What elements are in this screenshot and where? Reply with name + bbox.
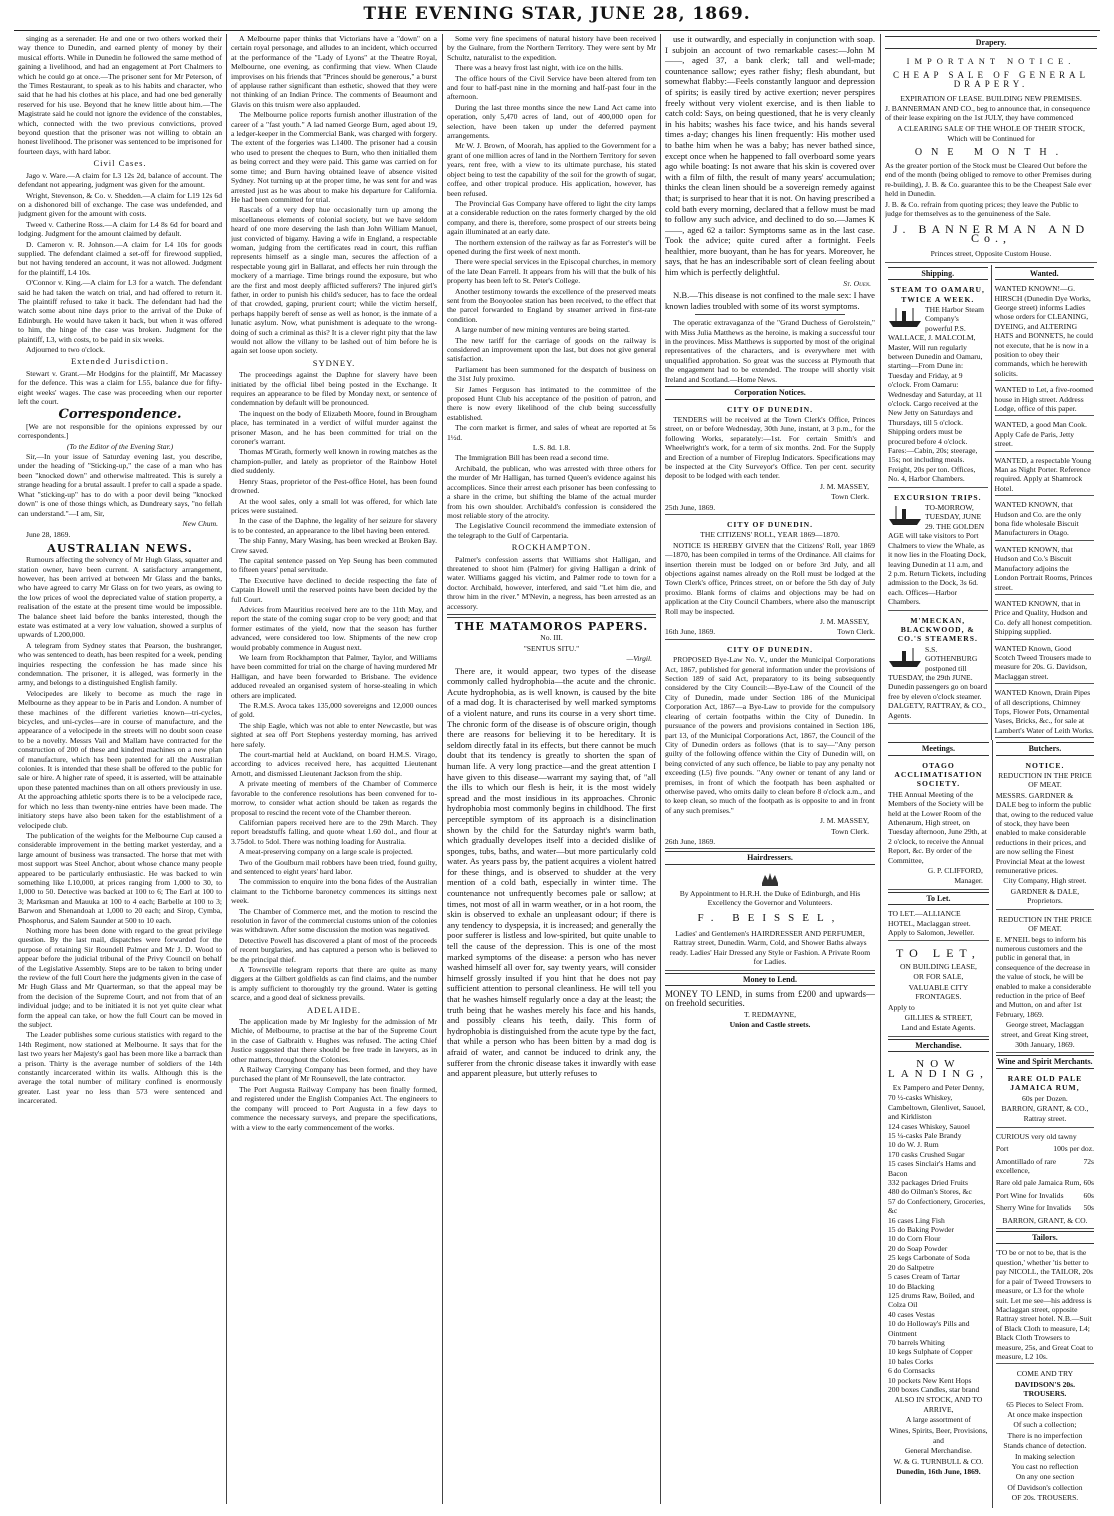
section-heading: Extended Jurisdiction. bbox=[70, 356, 169, 367]
news-paragraph: In the case of the Daphne, the legality of her seizure for slavery is to be contested, an appearance to the libel having been entered. bbox=[231, 516, 437, 535]
tailor-ad: 'TO be or not to be, that is the question,' whether 'tis better to pay NICOLL, the TAILOR, 20s for a pair of Tweed Trowsers to measure, or L3 for the whole suit. Let me see—his address is Maclaggan street, opposite Rattray street hotel. N.B.—Suit of Black Cloth to measure, L4; Black Cloth Trowsers to measure, 25s, and Great Coat to measure, L2 10s. bbox=[996, 1246, 1094, 1364]
classified-heading: Wine and Spirit Merchants. bbox=[996, 1055, 1094, 1068]
news-paragraph: The Melbourne police reports furnish another illustration of the career of a "fast youth." A lad named George Burn, aged about 19, a ledger-keeper in the Commercial Bank, was charged with forgery. The extent of the forgeries was L1400. The prisoner had a cousin who used to present the cheques to Burn, who then initialled them as being correct and they were paid. This game was carried on for some time; and Burn having obtained leave of absence visited Sydney. Not turning up at the proper time, he was sent for and was arrested just as he was about to make his departure for California. He had been committed for trial. bbox=[231, 110, 437, 204]
corporation-notice-ad bbox=[665, 517, 875, 640]
drapery-ad bbox=[885, 51, 1097, 262]
classified-heading: To Let. bbox=[888, 892, 989, 905]
news-paragraph: Velocipedes are likely to become as much the rage in Melbourne as they appear to be in Paris and London. A number of these machines of the different varieties known—tri-cycles, bicycles, and uni-cycles—are in course of manufacture, and the appearance of a velocipede in the streets will no doubt soon cease to be a novelty. Messrs Vail and Mallam have contracted for the construction of 200 of these and kindred machines on a new plan of manufacture, which has been patented for all the Australian colonies. It is intended that these shall be offered to the public for sale or hire. A higher rate of speed, it is asserted, will be attainable upon these patented machines than on all others previously in use. At the approaching athletic sports there is to be a velocipede race, for which no less than twenty-nine entries have been made. The initiatory steps have also been taken for the establishment of a velocipede club. bbox=[18, 688, 222, 830]
divider bbox=[695, 314, 845, 315]
goods-item: 124 cases Whiskey, Sauoel bbox=[888, 1121, 971, 1131]
case-paragraph: D. Cameron v. R. Johnson.—A claim for L4 10s for goods supplied. The defendant claimed a set-off for firewood supplied, but not having tendered an account, it was not allowed. Judgment for the plaintiff, L4 10s. bbox=[18, 239, 222, 277]
news-paragraph: A Railway Carrying Company has been formed, and they have purchased the plant of Mr Rounsevell, the late contractor. bbox=[231, 1065, 437, 1084]
article-motto: "SENTUS SITU." bbox=[523, 643, 580, 653]
goods-item: 57 do Confectionery, Groceries, &c bbox=[888, 1196, 986, 1216]
ad-line: ON BUILDING LEASE, bbox=[899, 961, 977, 971]
news-paragraph: The northern extension of the railway as far as Forrester's will be opened during the first week of next month. bbox=[447, 237, 656, 256]
case-paragraph: Adjourned to two o'clock. bbox=[26, 345, 105, 354]
column-rule bbox=[226, 34, 227, 1504]
ad-date: Dunedin, 16th June, 1869. bbox=[896, 1467, 981, 1477]
ad-line: You cast no reflection bbox=[1011, 1462, 1079, 1471]
column-rule bbox=[880, 34, 881, 1504]
price-value: 100s per doz. bbox=[1053, 1144, 1094, 1154]
goods-item: 70 barrels Whiting bbox=[888, 1337, 945, 1347]
ad-signature: W. & G. TURNBULL & CO. bbox=[893, 1456, 984, 1466]
news-paragraph: The R.M.S. Avoca takes 135,000 sovereigns and 12,000 ounces of gold. bbox=[231, 701, 437, 720]
ad-date: 26th June, 1869. bbox=[665, 836, 716, 846]
wanted-ad: WANTED KNOWN, that Hudson and Co. are the only bona fide wholesale Biscuit Manufacturers in Otago. bbox=[995, 498, 1095, 541]
news-paragraph: A Melbourne paper thinks that Victorians have a "down" on a certain royal personage, and alludes to an incident, which occurred at the performance of the "Lady of Lyons" at the Theatre Royal, Melbourne, one evening, as confirming that view. When Claude improvises on his friends that "Princes should be generous," a burst of applause rather significant than esthetic, showed that they were not thinking of an Indian Prince. The comments of Beaumont and Glavis on this truism were also applauded. bbox=[231, 34, 437, 109]
goods-item: 10 do Blacking bbox=[888, 1281, 935, 1291]
ad-body: TENDERS will be received at the Town Clerk's Office, Princes street, on or before Wednesday, 30th June, instant, at 3 p.m., for the following Works, separately:—1st. For certain Smith's and Wheelwright's work, for a term of six months. 2nd. For the Supply and Erection of a number of Fireplug Indicators. Specifications may be inspected at the City Surveyor's Office. Ten per cent. security deposit to be lodged with each tender. bbox=[665, 414, 875, 481]
ad-body: As the greater portion of the Stock must be Cleared Out before the end of the month (being obliged to remove to other Premises during re-building), J. B. & Co. guarantee this to be the Cheapest Sale ever held in Dunedin. bbox=[885, 161, 1092, 199]
masthead: THE EVENING STAR, JUNE 28, 1869. bbox=[363, 4, 751, 24]
ad-subtitle: EXPIRATION OF LEASE. BUILDING NEW PREMISES. bbox=[900, 93, 1082, 103]
goods-item: 20 do Soap Powder bbox=[888, 1243, 948, 1253]
news-paragraph: During the last three months since the new Land Act came into operation, only 5,470 acres of land, out of 400,000 open for selection, have been taken up under the deferred payment arrangements. bbox=[447, 102, 656, 141]
news-paragraph: The Immigration Bill has been read a second time. bbox=[455, 453, 609, 463]
money-lending-ad bbox=[665, 988, 875, 1033]
ad-line: Wines, Spirits, Beer, Provisions, bbox=[889, 1425, 988, 1435]
wanted-ad: WANTED, a respectable Young Man as Night Porter. Reference required. Apply at Shamrock Hotel. bbox=[995, 454, 1095, 497]
motto-attribution: —Virgil. bbox=[626, 654, 652, 664]
masthead-rule bbox=[14, 30, 1100, 31]
ad-title: OTAGO ACCLIMATISATION SOCIETY. bbox=[894, 760, 983, 789]
news-paragraph: The Chamber of Commerce met, and the motion to rescind the resolution in favor of the commercial customs union of the colonies was withdrawn. After some discussion the motion was negatived. bbox=[231, 906, 437, 935]
ad-line: Apply to bbox=[888, 1002, 915, 1012]
news-paragraph: Another testimony towards the excellence of the preserved meats sent from the Booyoolee station has been received, to the effect that the parcel forwarded to England by steamer arrived in first-rate condition. bbox=[447, 286, 656, 324]
ad-subtitle: REDUCTION IN THE PRICE OF MEAT. bbox=[998, 914, 1092, 934]
shipping-column bbox=[885, 265, 992, 740]
goods-item: 10 do Corn Flour bbox=[888, 1234, 941, 1244]
news-paragraph: The new tariff for the carriage of goods on the railway is considered an improvement upon the last, but does not give general satisfaction. bbox=[447, 335, 656, 364]
ad-line: OF 20s. TROUSERS. bbox=[1011, 1493, 1079, 1503]
news-paragraph: The Leader publishes some curious statistics with regard to the 14th Regiment, now stationed at Melbourne. It says that for the last two years her Majesty's gaol has been more like a barrack than a prison. Thirty is the average number of soldiers of the 14th constantly incarcerated within its walls. Although this is the average the total number of military confined is enormously greater. Last year no less than 573 were sentenced and incarcerated. bbox=[18, 1030, 222, 1106]
price-row bbox=[996, 1203, 1094, 1212]
editorial-note: [We are not responsible for the opinions expressed by our correspondents.] bbox=[18, 421, 222, 441]
ad-subtitle: ALSO IN STOCK, AND TO ARRIVE, bbox=[894, 1395, 983, 1414]
news-paragraph: A telegram from Sydney states that Pearson, the bushranger, who was sentenced to death, has been respited for a week, pending inquiries respecting the confession he has made since his condemnation. The prisoner, it is alleged, was formerly in the army, and belongs to a distinguished English family. bbox=[18, 640, 222, 688]
column-rule bbox=[442, 34, 443, 1504]
ad-body: MESSRS. GARDNER & DALE beg to inform the public that, owing to the reduced value of stock, they have been enabled to make considerable reductions in their prices, and are now selling the Finest Provincial Meat at the lowest remunerative prices. bbox=[995, 790, 1094, 876]
ad-line: On any one section bbox=[1015, 1472, 1075, 1482]
ad-title: NOW LANDING, bbox=[888, 1058, 989, 1080]
column-2 bbox=[231, 34, 437, 1510]
ad-title: CURIOUS very old tawny bbox=[995, 1131, 1077, 1141]
price-value: 72s bbox=[1083, 1156, 1094, 1166]
goods-item: 10 do W. J. Rum bbox=[888, 1140, 939, 1150]
news-paragraph: Thomas M'Grath, formerly well known in rowing matches as the champion-puller, and lately as proprietor of the Rainbow Hotel died suddenly. bbox=[231, 447, 437, 476]
ad-signature: G. P. CLIFFORD, bbox=[927, 866, 983, 876]
ad-body: PROPOSED Bye-Law No. V., under the Municipal Corporations Act, 1867, published for general information under the provisions of Section 189 of said Act, preparatory to its being subsequently considered by the City Council:—Bye-Law of the Council of the City of Dunedin, made under Section 186 of the Municipal Corporation Act, 1867—a Bye-Law to provide for the compulsory clearing of certain footpaths within the City of Dunedin. In pursuance of the powers and provisions contained in Section 186, part 13, of the Municipal Corporations Act, 1867, the Council of the City of Dunedin orders as follows (that is to say—"Any person guilty of the following offence within the City of Dunedin will, on being convicted of any such offence, be liable to pay any penalty not exceeding (L5) five pounds. "Any owner or tenant of any land or premises, in front of which the footpath has been asphalted or otherwise paved, who omits daily to clean before 8 o'clock a.m., and to keep clean, so much of the footpath as is opposite to and in front of any such premises." bbox=[665, 655, 875, 815]
section-heading: Civil Cases. bbox=[93, 158, 147, 169]
news-paragraph: The ship Eagle, which was not able to enter Newcastle, but was sighted at sea off Port Stephens yesterday morning, has arrived here safely. bbox=[231, 720, 437, 749]
ad-line: VALUABLE CITY FRONTAGES. bbox=[908, 982, 969, 1002]
news-paragraph: There was a heavy frost last night, with ice on the hills. bbox=[455, 63, 624, 73]
classified-heading: Butchers. bbox=[996, 742, 1094, 755]
merchandise-ad bbox=[888, 1054, 989, 1479]
news-paragraph: The inquest on the body of Elizabeth Moore, found in Brougham place, has terminated in a verdict of wilful murder against the prisoner Mason, and he has been committed for trial on the coroner's warrant. bbox=[231, 408, 437, 447]
ad-role: Manager. bbox=[954, 876, 983, 886]
news-paragraph: The publication of the weights for the Melbourne Cup caused a considerable improvement in the betting market yesterday, and a large amount of business was transacted. The horse that met with most support was Steel Anchor, about whose chance many people appeared to be particularly enthusiastic. He was backed to win something like L10,000, at prices ranging from 1,000 to 30, to 1,000 to 50. Detective was backed at 100 to 6; The Earl at 100 to 3; Marksman and Mauuka at 100 to 4 each; Barbelle at 100 to 3; Barwon and Shenandoah at 1,000 to 20 each; and Sirop, Cymba, Phosphorus, and Salem Saunder at 500 to 10 each. bbox=[18, 830, 222, 925]
news-paragraph: Detective Powell has discovered a plant of most of the proceeds of recent burglaries, and has captured a person who is believed to be the principal thief. bbox=[231, 935, 437, 964]
ad-title: CITY OF DUNEDIN. bbox=[726, 519, 814, 529]
news-paragraph: A meat-preserving company on a large scale is projected. bbox=[239, 847, 413, 857]
goods-item: 70 ½-casks Whiskey, Cambeltown, Glenlivet, Sauoel, and Kirkliston bbox=[888, 1093, 986, 1122]
ad-address: Union and Castle streets. bbox=[729, 1020, 811, 1030]
ad-company-name: J. BANNERMAN AND Co., bbox=[892, 221, 1090, 245]
ad-title: ONE MONTH. bbox=[914, 146, 1068, 158]
goods-item: 15 ¼-casks Pale Brandy bbox=[888, 1131, 962, 1140]
article-title: THE MATAMOROS PAPERS. bbox=[454, 619, 649, 633]
goods-item: 125 drums Raw, Boiled, and Colza Oil bbox=[888, 1290, 975, 1310]
ad-body: THE Harbor Steam Company's powerful P.S. WALLACE, J. MALCOLM, Master, Will run regularly between Dunedin and Oamaru, starting—From Dune in: Tuesday and Friday, at 9 o'clock. From Oamaru: Wednesday and Saturday, at 11 o'clock. Cargo received at the New Jetty on Saturdays and Thursdays, till 5 o'clock. Shipping orders must be procured before 4 o'clock. Fares:—Cabin, 20s; steerage, 15s; not including meals. Freight, 20s per ton. Offices, No. 4, Harbor Chambers. bbox=[888, 304, 985, 484]
meetings-butchers-block bbox=[885, 740, 1097, 1507]
price-item: Port Wine for Invalids bbox=[995, 1190, 1064, 1200]
price-row bbox=[996, 1144, 1094, 1153]
ad-body: MONEY TO LEND, in sums from £200 and upwards—on freehold securities. bbox=[665, 989, 875, 1009]
price-row bbox=[996, 1191, 1094, 1200]
news-paragraph: The ship Fanny, Mary Wasing, has been wrecked at Broken Bay. Crew saved. bbox=[231, 536, 437, 555]
ad-title: IMPORTANT NOTICE. bbox=[906, 56, 1076, 67]
news-paragraph: Sir James Ferguson has intimated to the committee of the proposed Hunt Club his acceptance of the position of patron, and there is now every likelihood of the club being successfully established. bbox=[447, 384, 656, 422]
ad-body: Which will be Continued for bbox=[947, 134, 1035, 144]
news-paragraph: Californian papers received here are to the 29th March. They report breadstuffs falling, and quote wheat 1.60 dol., and flour at 3.75dol. to 5dol. There was nothing loading for Australia. bbox=[231, 817, 437, 846]
ad-signature: J. M. MASSEY, bbox=[819, 617, 869, 627]
ad-line: At once make inspection bbox=[1007, 1409, 1083, 1419]
classified-heading: Hairdressers. bbox=[665, 851, 875, 864]
news-paragraph: Rascals of a very deep hue occasionally turn up among the miscellaneous elements of colonial society, but we have seldom heard of one more deserving the lash than John William Manuel, just convicted of bigamy. Having a wife in England, a respectable woman, judging from the certificates read in court, this ruffian represents himself as a single man, secures the affection of a respectable young girl in Ballarat, and effects her ruin through the mockery of a marriage. Time brings round the exposure, but who are the first and most deeply afflicted sufferers? The injured girl's father, in order to punish his child's seducer, has to face the ordeal of that crowded, gaping, prurient court; while the victim herself, perhaps happily bereft of sense as well as honor, is the inmate of a lunatic asylum. Now, what punishment is adequate to the wrong-doing of such a criminal as this? It is a clever right pity that the law would not allow the villany to be lashed out of him before he is again set loose upon society. bbox=[231, 205, 437, 356]
tailor-ad bbox=[996, 1366, 1094, 1505]
ad-title: DAVIDSON'S 20s. TROUSERS. bbox=[1014, 1379, 1076, 1399]
steamship-icon bbox=[888, 306, 922, 328]
price-value: 50s bbox=[1083, 1203, 1094, 1213]
news-paragraph: The operatic extravaganza of the "Grand Duchess of Gerolstein," with Miss Julia Matthews as the heroine, is making a successful tour in the provinces. Miss Matthews is supported by most of the original representatives of the characters, and is everywhere met with unqualified approbation. So great was the success at Plymouth that the engagement had to be extended. The troupe will shortly visit Ireland and Scotland.—Home News. bbox=[665, 318, 875, 384]
news-paragraph: There were special services in the Episcopal churches, in memory of the late Dean Farrell. It appears from his will that the bulk of his property has been left to St. Peter's College. bbox=[447, 257, 656, 286]
ad-body: J. BANNERMAN AND CO., beg to announce that, in consequence of their lease expiring on the 1st JULY, they have commenced bbox=[885, 104, 1091, 123]
steamship-icon bbox=[888, 504, 922, 526]
ad-line: Stands chance of detection. bbox=[1003, 1441, 1087, 1451]
news-paragraph: The application made by Mr Inglesby for the admission of Mr Michie, of Melbourne, to practise at the bar of the Supreme Court in the case of Galbraith v. Hughes was refused. The acting Chief Justice suggested that there should be free trade in lawyers, as in other matters, throughout the Colonies. bbox=[231, 1017, 437, 1064]
shipping-ad bbox=[888, 490, 988, 611]
wanted-ad: WANTED KNOWN!—G. HIRSCH (Dunedin Dye Works, George street) informs Ladies whose orders for CLEANING, DYEING, and ALTERING HATS and BONNETS, he could not execute, that he is now in a position to obey their commands, which he herewith solicits. bbox=[995, 282, 1095, 381]
meeting-ad bbox=[888, 758, 989, 890]
news-paragraph: Rumours affecting the solvency of Mr Hugh Glass, squatter and station owner, have been current. A satisfactory arrangement, however, has been arrived at between Mr Glass and the banks, who have agreed to carry Mr Glass on for two years, as owing to the low prices of wool the depreciated value of station property, a realisation of the estate at the present time would be impossible. The balance sheet laid before the banks interested, though the estate was estimated at a very low valuation, showed a surplus of upwards of L200,000. bbox=[18, 555, 222, 640]
goods-item: 480 do Oilman's Stores, &c bbox=[888, 1187, 972, 1197]
correspondence-heading: Correspondence. bbox=[58, 407, 182, 423]
ad-line: 65 Pieces to Select From. bbox=[1006, 1399, 1084, 1409]
goods-item: 10 kegs Sulphate of Copper bbox=[888, 1347, 973, 1357]
wanted-ad: WANTED KNOWN, that Hudson and Co.'s Biscuit Manufactory adjoins the London Portrait Rooms, Princes street. bbox=[995, 543, 1095, 595]
ad-line: General Merchandise. bbox=[904, 1446, 972, 1456]
classified-heading: Drapery. bbox=[885, 36, 1097, 49]
ad-subtitle: Ex Pampero and Peter Denny, bbox=[892, 1082, 985, 1092]
steamship-icon bbox=[888, 646, 922, 668]
ad-title: NOTICE. bbox=[1025, 760, 1065, 770]
ad-subtitle: 60s per Dozen. bbox=[1022, 1093, 1068, 1103]
hairdresser-ad bbox=[665, 867, 875, 971]
ad-line: Of Davidson's collection bbox=[1007, 1482, 1083, 1492]
goods-item: 200 boxes Candles, star brand bbox=[888, 1384, 980, 1394]
ad-body: THE Annual Meeting of the Members of the Society will be held at the Lower Room of the Athenæum, High street, on Tuesday afternoon, June 29th, at 2 o'clock, to receive the Annual Report, &c. By order of the Committee, bbox=[888, 789, 987, 865]
classified-heading: Shipping. bbox=[888, 267, 988, 280]
classified-heading: Merchandise. bbox=[888, 1039, 989, 1052]
ad-title: M'MECKAN, BLACKWOOD, & CO.'S STEAMERS. bbox=[897, 615, 978, 644]
goods-item: 170 casks Crushed Sugar bbox=[888, 1149, 965, 1159]
ad-role: Town Clerk. bbox=[831, 492, 869, 502]
wine-ad bbox=[996, 1071, 1094, 1128]
ad-date: 30th January, 1869. bbox=[1015, 1039, 1075, 1049]
ad-role: Land and Estate Agents. bbox=[901, 1023, 976, 1033]
ad-signature: GARDNER & DALE, Proprietors. bbox=[1010, 886, 1080, 906]
wanted-ad: WANTED KNOWN, that in Price and Quality, Hudson and Co. defy all honest competition. Shipping supplied. bbox=[995, 597, 1095, 640]
ad-body: E. M'NEIL begs to inform his numerous customers and the public in general that, in consequence of the decrease in the value of stock, he will be enabled to make a considerable reduction in the price of Beef and Mutton, on and after 1st February, 1869. bbox=[995, 934, 1092, 1019]
ad-address: City Company, High street. bbox=[1003, 876, 1087, 886]
goods-item: 15 cases Sinclair's Hams and Bacon bbox=[888, 1159, 976, 1178]
ad-line: There is no imperfection bbox=[1007, 1430, 1083, 1440]
divider bbox=[447, 614, 656, 618]
column-1 bbox=[18, 34, 222, 1510]
news-paragraph: Archibald, the publican, who was arrested with three others for the murder of Mr Halligan, has turned Queen's evidence against his accomplices. Since their arrest each prisoner has been confessing to a share in the crime, but shifting the blame of the actual murder from his own shoulder. Archibald's confession is considered the most reliable story of the atrocity. bbox=[447, 463, 656, 520]
ad-date: 16th June, 1869. bbox=[665, 627, 716, 637]
price-value: 60s bbox=[1083, 1178, 1094, 1188]
news-paragraph: Two of the Goulburn mail robbers have been tried, found guilty, and sentenced to eight years' hard labor. bbox=[231, 857, 437, 876]
ad-title: COME AND TRY bbox=[1016, 1369, 1074, 1379]
ad-line: OR FOR SALE, bbox=[913, 972, 964, 982]
royal-crest-icon bbox=[760, 871, 780, 887]
news-paragraph: The Legislative Council recommend the immediate extension of the telegraph to the Gulf of Carpentaria. bbox=[447, 521, 656, 540]
ad-line: In making selection bbox=[1014, 1451, 1075, 1461]
news-paragraph: The Port Augusta Railway Company has been finally formed, and registered under the English Companies Act. The engineers to the company will proceed to Port Augusta in a few days to commence the necessary surveys, and prepare the specifications, with a view to the early commencement of the works. bbox=[231, 1084, 437, 1132]
ad-body: TO-MORROW, TUESDAY, JUNE 29. THE GOLDEN AGE will take visitors to Port Chalmers to view the Whale, as it now lies in the Floating Dock, leaving Dunedin at 11 a.m, and 2 p.m. Return Tickets, including admission to the Dock, 3s 6d. each. Offices—Harbor Chambers. bbox=[888, 503, 987, 607]
price-item: Sherry Wine for Invalids bbox=[995, 1203, 1072, 1213]
shipping-wanted-block bbox=[885, 265, 1097, 740]
letter-body: Sir,—In your issue of Saturday evening last, you describe, under the heading of "Sticking-up," the case of a man who has been "knocked down" and otherwise maltreated. This is surely a strange heading for a brutal assault. I prefer to call a spade a spade. What "sticking-up" has to do with a poor devil being "knocked down" is one of those things which, as Dundreary says, "no fellah can understand."—I am, Sir, bbox=[18, 452, 222, 518]
news-paragraph: At the wool sales, only a small lot was offered, for which late prices were sustained. bbox=[231, 496, 437, 515]
goods-item: 6 do Cornsacks bbox=[888, 1366, 935, 1376]
column-3 bbox=[447, 34, 656, 1510]
price-row bbox=[996, 1157, 1094, 1176]
case-paragraph: Tweed v. Catherine Ross.—A claim for L4 8s 6d for board and lodging. Judgment for the amount claimed by default. bbox=[18, 219, 222, 239]
news-paragraph: Mr W. J. Brown, of Moorah, has applied to the Government for a grant of one million acres of land in the Northern Territory for seven years, rent free, with a view to its ultimate purchase, his stated object being to test the capability of the soil for the growth of sugar, coffee, and other tropical produce. His application, however, has been refused. bbox=[447, 141, 656, 198]
goods-item: 332 packages Dried Fruits bbox=[888, 1178, 968, 1188]
corporation-notice-ad bbox=[665, 402, 875, 515]
ad-body: NOTICE IS HEREBY GIVEN that the Citizens' Roll, year 1869—1870, has been compiled in terms of the Ordinance. All claims for insertion therein must be lodged on or before 3rd July, and all objections against names already on the Roll must be lodged at the Town Clerk's office, Princes street, on or before the 5th day of July proximo. Blank forms of claims and objections may be had on application at the City Council Chambers, where also the manuscript Roll may be inspected. bbox=[665, 540, 875, 616]
article-paragraph: singing as a serenader. He and one or two others worked their way thence to Dunedin, and earned plenty of money by their musical efforts. While in Dunedin he followed the same method of gaining a livelihood, and had an engagement at Port Chalmers to which he could go at once.—The prisoner sent for Mr Peterson, of the Times Restaurant, to speak as to his habits and character, who said that he had his clothes at his place, and had one bed generally reserved for his use. Beyond that he knew little about him.—The Magistrate said he could not ignore the evidence of the constables, which, connected with the two previous convictions, proved beyond question that the prisoner was not willing to obtain an honest livelihood. The prisoner was sentenced to be imprisoned for fourteen days, with hard labor. bbox=[18, 34, 222, 156]
ad-signature: BARRON, GRANT, & CO. bbox=[1002, 1215, 1088, 1225]
exchange-rate: L.S. 8d. 1.8. bbox=[532, 443, 571, 453]
price-value: 60s bbox=[1083, 1190, 1094, 1200]
letter-date: June 28, 1869. bbox=[26, 530, 71, 540]
classified-heading: Corporation Notices. bbox=[665, 386, 875, 399]
goods-item: 10 pockets New Kent Hops bbox=[888, 1375, 972, 1385]
ad-signature: BARRON, GRANT, & CO., bbox=[1001, 1104, 1089, 1113]
ad-date: 25th June, 1869. bbox=[665, 502, 716, 512]
goods-item: 10 do Holloway's Pills and Ointment bbox=[888, 1319, 970, 1338]
ad-title: EXCURSION TRIPS. bbox=[893, 492, 982, 502]
to-let-ad: TO LET.—ALLIANCE HOTEL, Maclaggan street. Apply to Salomon, Jeweller. bbox=[888, 907, 989, 940]
ad-line: Of such a collection; bbox=[1013, 1420, 1077, 1430]
ad-signature: GILLIES & STREET, bbox=[904, 1012, 973, 1022]
news-paragraph: Palmer's confession asserts that Williams shot Halligan, and threatened to shoot him (Palmer) for giving Halligan a drink of water. Williams gagged his victim, and Palmer rode to town for a doctor. Archibald, however, interfered, and said "Let him die, and throw him in the river." M'Nevin, a negress, has been arrested as an accessory. bbox=[447, 554, 656, 611]
goods-item: 25 kegs Carbonate of Soda bbox=[888, 1253, 970, 1263]
ad-line: and bbox=[932, 1436, 944, 1445]
wanted-ad: WANTED Known, Drain Pipes of all descriptions, Chimney Tops, Flower Pots, Ornamental Vases, Bricks, &c., for sale at Lambert's Water of Leith Works. bbox=[995, 686, 1095, 738]
article-paragraph: There are, it would appear, two types of the disease commonly called hydrophobia—the acute and the chronic. Acute hydrophobia, as is well known, is caused by the bite of a mad dog. It is characterised by well marked symptoms of a violent nature, and runs its course in a very short time. The chronic form of the disease is of obscure origin, though there are reasons for believing it to be hereditary. It is seldom directly fatal in its effects, but there cannot be much doubt that its tendency is greatly to shorten the span of human life. A very long practice—and the great attention I have given to this disease—warrant my saying that, of "all the ills to which our flesh is heir, it is the most widely spread and the most insidious in its approaches. Chronic hydrophobia most commonly begins in childhood. The first perceptible symptom of its approach is a disinclination shown by the child for the Saturday night's warm bath, which gradually developes itself into a decided dislike of sponges, tubs, baths, and water—but more particularly cold water. As years pass by, the patient acquires a violent hatred for these things, and is observed to shudder at the very mention of a cold bath, especially in winter time. The countenance not unfrequently becomes pale or sallow; at times, not most of all in warm weather, or in a hot room, the skin is observed to exhale an unpleasant odour; if there is any tendency to dyspepsia, it is increased; and generally the poor sufferer is listless and low-spirited, but quite unable to tell the cause of the depression. This is one of the most marked symptoms of the disease: a person who has never washed himself all over for, say twenty years, will consider himself grossly insulted if you hint that he does not pay sufficient attention to personal cleanliness. He will tell you that he washes himself regularly once a day at the least; the truth being that he washes merely his face and his hands, and possibly cleans his teeth, daily. This form of hydrophobia is distinguished from the acute type by the fact, that while a person who has been bitten by a mad dog is afraid of water, and cannot be induced to drink any, the sufferer from the chronic disease takes it inwardly with ease and apparent pleasure, but utterly refuses to bbox=[447, 665, 656, 1079]
news-paragraph: Some very fine specimens of natural history have been received by the Gulnare, from the Northern Territory. They were sent by Mr Schultz, naturalist to the expedition. bbox=[447, 34, 656, 62]
ad-role: Town Clerk. bbox=[831, 826, 869, 836]
news-paragraph: A large number of new mining ventures are being started. bbox=[455, 325, 630, 335]
ad-signature: J. M. MASSEY, bbox=[819, 816, 869, 826]
news-paragraph: The corn market is firmer, and sales of wheat are reported at 5s 1½d. bbox=[447, 423, 656, 442]
news-paragraph: Henry Staas, proprietor of the Pest-office Hotel, has been found drowned. bbox=[231, 476, 437, 496]
news-paragraph: The Executive have declined to decide respecting the fate of Captain Howell until the reserved points have been decided by the full Court. bbox=[231, 575, 437, 604]
wanted-ad: WANTED, a good Man Cook. Apply Cafe de Paris, Jetty street. bbox=[995, 418, 1095, 451]
ad-line: A large assortment of bbox=[905, 1415, 971, 1425]
case-paragraph: O'Connor v. King.—A claim for L3 for a watch. The defendant said he had taken the watch on trial, and had offered to return it. The plaintiff refused to take it back. The defendant had had the watch some about nine days prior to the arrival of the Duke of Edinburgh. He would have taken it back, but when it was offered to him, the hinge of the case was broken. Judgment for the plaintiff, L3, with costs, to be paid in six weeks. bbox=[18, 278, 222, 344]
ad-title: STEAM TO OAMARU, TWICE A WEEK. bbox=[890, 285, 985, 304]
ad-title: CITY OF DUNEDIN. bbox=[726, 404, 814, 414]
ad-title: F. BEISSEL, bbox=[697, 911, 843, 924]
classified-heading: Tailors. bbox=[996, 1231, 1094, 1244]
price-item: Port bbox=[995, 1144, 1009, 1154]
column-rule bbox=[660, 34, 661, 1504]
news-paragraph: Parliament has been summoned for the despatch of business on the 31st July proximo. bbox=[447, 364, 656, 384]
ad-title: CITY OF DUNEDIN. bbox=[726, 644, 814, 654]
goods-item: 5 cases Cream of Tartar bbox=[888, 1272, 960, 1282]
ad-title: CHEAP SALE OF GENERAL DRAPERY. bbox=[893, 69, 1089, 90]
wanted-ad: WANTED Known, Good Scotch Tweed Trousers made to measure for 20s. G. Davidson, Maclaggan street. bbox=[995, 642, 1095, 685]
wanted-column bbox=[992, 265, 1098, 740]
column-5 bbox=[885, 34, 1097, 1510]
shipping-ad bbox=[888, 613, 988, 724]
news-paragraph: The commission to enquire into the bona fides of the Australian claimant to the Tichborne baronetcy commences its sittings next week. bbox=[231, 877, 437, 906]
ad-address: George street, Maclaggan street, and Great King street, bbox=[1001, 1020, 1089, 1039]
column-4 bbox=[665, 34, 875, 1510]
classified-heading: Money to Lend. bbox=[665, 973, 875, 986]
news-paragraph: We learn from Rockhampton that Palmer, Taylor, and Williams have been committed for trial on the charge of having murdered Mr Halligan, and have been forwarded to Brisbane. The evidence adduced revealed an organised system of horse-stealing in which others are implicated. bbox=[231, 653, 437, 700]
letter-addressee: (To the Editor of the Evening Star.) bbox=[66, 441, 174, 451]
ad-body: S.S. GOTHENBURG postponed till TUESDAY, the 29th JUNE. Dunedin passengers go on board free by eleven o'clock steamer. DALGETY, RATTRAY, & CO., Agents. bbox=[888, 644, 988, 720]
classified-heading: Wanted. bbox=[995, 267, 1095, 280]
ad-address: Rattray street. bbox=[1023, 1114, 1067, 1124]
section-heading: ROCKHAMPTON. bbox=[511, 542, 592, 553]
goods-item: 20 do Saltpetre bbox=[888, 1262, 934, 1272]
corporation-notice-ad bbox=[665, 642, 875, 850]
letter-signature: New Chum. bbox=[182, 518, 218, 528]
ad-title: RARE OLD PALE JAMAICA RUM, bbox=[1007, 1073, 1083, 1093]
goods-item: 15 do Baking Powder bbox=[888, 1225, 955, 1235]
goods-item: 40 cases Vestas bbox=[888, 1309, 935, 1319]
goods-item: 16 cases Ling Fish bbox=[888, 1215, 945, 1225]
butcher-ad bbox=[996, 758, 1094, 910]
ad-signature: J. M. MASSEY, bbox=[819, 481, 869, 491]
ad-body: Ladies' and Gentlemen's HAIRDRESSER AND PERFUMER, Rattray street, Dunedin. Warm, Cold, and Shower Baths always ready. Ladies' Hair Dressed any Style or Fashion. A Private Room for Ladies. bbox=[669, 929, 871, 967]
wine-price-list bbox=[996, 1130, 1094, 1229]
news-paragraph: The court-martial held at Auckland, on board H.M.S. Virago, according to advices received here, has acquitted Lieutenant Arnott, and dismissed Lieutenant Jackson from the ship. bbox=[231, 750, 437, 778]
section-heading: SYDNEY. bbox=[312, 357, 356, 368]
classified-heading: Meetings. bbox=[888, 742, 989, 755]
ad-role: Town Clerk. bbox=[837, 627, 875, 637]
news-paragraph: The office hours of the Civil Service have been altered from ten and four to half-past nine in the morning and half-past four in the afternoon. bbox=[447, 73, 656, 102]
ad-body: A CLEARING SALE OF THE WHOLE OF THEIR STOCK, bbox=[897, 123, 1085, 133]
ad-body: J. B. & Co. refrain from quoting prices; they leave the Public to judge for themselves as to the genuineness of the Sale. bbox=[885, 199, 1079, 219]
news-paragraph: Advices from Mauritius received here are to the 11th May, and report the state of the coming sugar crop to be very good; and that former estimates of the yield, now that the season has further advanced, were considered too low. Shipments of the new crop would probably commence in August next. bbox=[231, 604, 437, 652]
section-heading: ADELAIDE. bbox=[306, 1004, 362, 1015]
wanted-ad: WANTED to Let, a five-roomed house in High street. Address Lodge, office of this paper. bbox=[995, 383, 1095, 416]
section-heading: AUSTRALIAN NEWS. bbox=[47, 541, 193, 555]
news-paragraph: The Provincial Gas Company have offered to light the city lamps at a considerable reduction on the rates formerly charged by the old company, and there is, therefore, some prospect of our streets being again illuminated at an early date. bbox=[447, 198, 656, 237]
news-paragraph: Nothing more has been done with regard to the great privilege question. By the last mail, dispatches were forwarded for the purpose of retaining Sir Roundell Palmer and Mr J. D. Wood to appear before the judicial tribunal of the Privy Council on behalf of the Legislative Assembly. Steps are to be taken to bring under the review of the full Court here the judgments given in the case of Mr Hugh Glass and Mr Quarterman, so that the appeal may be from the decision of the Supreme Court, and not from that of an individual judge; and to be initiated it is not yet quite clear what form the appeal can take, or how the full Court can be moved in the subject. bbox=[18, 925, 222, 1030]
shipping-ad bbox=[888, 282, 988, 488]
news-paragraph: A private meeting of members of the Chamber of Commerce favorable to the conference resolutions has been convened for to-morrow, to consider what action should be taken as regards the proposal to rescind the recent vote of the Chamber thereon. bbox=[231, 779, 437, 817]
ad-subtitle: REDUCTION IN THE PRICE OF MEAT. bbox=[998, 771, 1092, 790]
article-number: No. III. bbox=[540, 633, 563, 643]
news-paragraph: The proceedings against the Daphne for slavery have been initiated by the official libel being posted in the Exchange. It requires an appearance to be filed by Monday next, or sentence of condemnation by default will be pronounced. bbox=[231, 370, 437, 408]
ad-signature: T. REDMAYNE, bbox=[743, 1009, 797, 1019]
price-item: Amontillado of rare excellence, bbox=[995, 1156, 1057, 1176]
butcher-ad bbox=[996, 912, 1094, 1054]
goods-item: 10 bales Corks bbox=[888, 1356, 934, 1366]
article-paragraph: use it outwardly, and especially in conjunction with soap. I subjoin an account of two remarkable cases:—John M——, aged 37, a bank clerk; tall and well-made; countenance sallow; eyes rather fishy; flesh abundant, but somewhat flabby:—Feels constantly languor and depression of spirits; is easily tired by active exertion; never perspires freely without very violent exercise, and is then liable to catch cold: Says, on being questioned, that he is very cleanly in his habits; washes his face twice, and his hands several times a-day; changes his linen frequently: His mother used to bathe him when he was a baby; has never bathed since, except once when he happened to fall overboard some years ago while boating: Is not aware that his skin is covered over with a film of filth, the result of many years' accumulation; thinks the clean linen should be a sovereign remedy against that; is surprised to hear that it is not. On having prescribed a cold bath every morning, declared that a fellow must be mad to follow any such advice, and declined to do so.—James K——, aged 62 a tailor: Symptoms same as in the last case. Took the advice; quite cured after a fortnight. Feels healthier, more buoyant, than he has for years. Moreover, he says, that he has an indescribable sort of clean feeling about him which is perfectly delightful. bbox=[665, 34, 875, 278]
to-let-ad bbox=[888, 943, 989, 1037]
meetings-column bbox=[885, 740, 993, 1507]
article-postscript: N.B.—This disease is not confined to the male sex: I have known ladies troubled with some of its worst symptoms. bbox=[665, 290, 875, 311]
case-paragraph: Stewart v. Grant.—Mr Hodgins for the plaintiff, Mr Macassey for the defence. This was a claim for L55, balance due for fifty-eight weeks' wages. The case was proceeding when our reporter left the court. bbox=[18, 368, 222, 407]
article-signature: St. Ouen. bbox=[843, 278, 871, 288]
price-item: Rare old pale Jamaica Rum, bbox=[995, 1178, 1082, 1188]
case-paragraph: Jago v. Ware.—A claim for L3 12s 2d, balance of account. The defendant not appearing, judgment was given for the amount. bbox=[18, 170, 222, 190]
ad-title: TO LET, bbox=[895, 945, 981, 960]
ad-address: Princes street, Opposite Custom House. bbox=[930, 249, 1052, 259]
price-row bbox=[996, 1178, 1094, 1187]
news-paragraph: The capital sentence passed on Yep Seung has been commuted to fifteen years' penal servitude. bbox=[231, 555, 437, 575]
ad-appointment: By Appointment to H.R.H. the Duke of Edinburgh, and His Excellency the Governor and Volunteers. bbox=[679, 888, 861, 908]
news-paragraph: A Townsville telegram reports that there are quite as many diggers at the Gilbert goldfields as can find claims, and the number is amply sufficient to thoroughly try the ground. Water is getting scarce, and a good deal of sickness prevails. bbox=[231, 965, 437, 1003]
ad-subtitle: THE CITIZENS' ROLL, YEAR 1869—1870. bbox=[700, 530, 840, 540]
butchers-column bbox=[993, 740, 1097, 1507]
case-paragraph: Wright, Stevenson, & Co. v. Shedden.—A claim for L19 12s 6d on a dishonored bill of exchange. The case was undefended, and judgment given for the amount with costs. bbox=[18, 190, 222, 219]
